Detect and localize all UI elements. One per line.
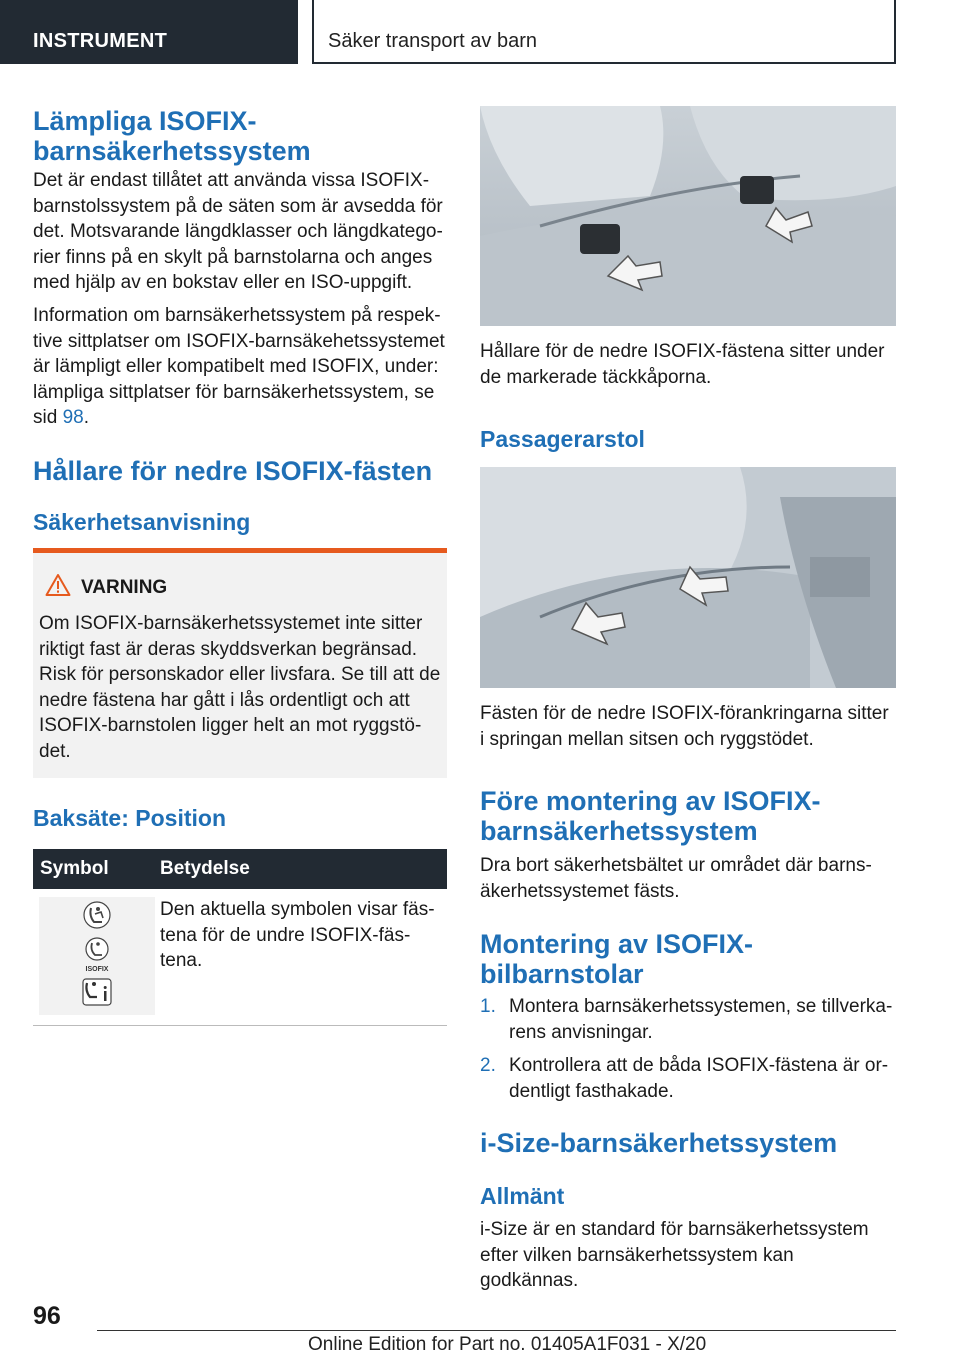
- isofix-label: ISOFIX: [85, 966, 109, 973]
- footer-edition: Online Edition for Part no. 01405A1F031 - X/20: [308, 1334, 707, 1355]
- rear-seat-isofix-photo: [480, 106, 896, 326]
- warning-triangle-icon: [45, 573, 71, 597]
- page-number: 96: [33, 1302, 61, 1330]
- paragraph-end-dot: .: [83, 407, 89, 428]
- step-number: 1.: [480, 996, 496, 1017]
- paragraph-isofix-intro: Det är endast tillåtet att använda vissa ISOFIX-barnstolssystem på de säten som är avsedda för det. Motsvarande längdklasser och längdkatego-rier finns på en skylt på barnstolarna och anges med hjälp av en bokstav eller en ISO-uppgift.: [33, 170, 443, 293]
- warning-title: VARNING: [81, 577, 168, 598]
- isofix-symbols-icon: [39, 897, 155, 1015]
- paragraph-isofix-info-text: Information om barnsäkerhetssystem på respek-tive sittplatser om ISOFIX-barnsäkehetssystemet är lämpligt eller kompatibelt med ISOFIX, under: lämpliga sittplatser för barnsäkerhetssystem, se sid: [33, 305, 445, 428]
- heading-safety-note: Säkerhetsanvisning: [33, 509, 251, 535]
- symbol-table: [33, 849, 447, 1026]
- list-item: [480, 1053, 896, 1104]
- column-header-meaning: Betydelse: [160, 858, 250, 879]
- heading-general: Allmänt: [480, 1183, 565, 1209]
- heading-lower-anchors: Hållare för nedre ISOFIX-fästen: [33, 456, 433, 486]
- mounting-steps: [480, 994, 896, 1112]
- passenger-seat-photo: [480, 467, 896, 688]
- symbol-description: Den aktuella symbolen visar fäs-tena för de undre ISOFIX-fäs-tena.: [160, 899, 435, 971]
- step-text: Montera barnsäkerhetssystemen, se tillverka-rens anvisningar.: [509, 996, 893, 1043]
- symbol-table-header: [33, 849, 447, 889]
- section-label: INSTRUMENT: [0, 0, 298, 64]
- warning-box: [33, 548, 447, 778]
- chapter-title: Säker transport av barn: [312, 0, 896, 64]
- passenger-seat-image: [480, 467, 896, 688]
- rear-seat-image: [480, 106, 896, 326]
- heading-isize: i-Size-barnsäkerhetssystem: [480, 1128, 838, 1158]
- page-link-98[interactable]: 98: [62, 407, 84, 428]
- step-text: Kontrollera att de båda ISOFIX-fästena är or-dentligt fasthakade.: [509, 1055, 889, 1102]
- table-row: [33, 889, 447, 1026]
- heading-before-mounting: Före montering av ISOFIX-barnsäkerhetssystem: [480, 786, 821, 846]
- heading-rear-seat-position: Baksäte: Position: [33, 805, 226, 831]
- heading-passenger-seat: Passagerarstol: [480, 426, 645, 452]
- footer-divider: [97, 1330, 896, 1331]
- caption-rear-seat: Hållare för de nedre ISOFIX-fästena sitter under de markerade täckkåporna.: [480, 341, 885, 388]
- column-header-symbol: Symbol: [40, 858, 109, 879]
- paragraph-isofix-info: [33, 303, 447, 431]
- heading-mounting: Montering av ISOFIX-bilbarnstolar: [480, 929, 754, 989]
- caption-passenger-seat: Fästen för de nedre ISOFIX-förankringarna sitter i springan mellan sitsen och ryggstödet.: [480, 703, 889, 750]
- step-number: 2.: [480, 1055, 496, 1076]
- symbol-cell: [39, 897, 155, 1015]
- warning-text: Om ISOFIX-barnsäkerhetssystemet inte sitter riktigt fast är deras skyddsverkan begränsad. Risk för personskador eller livsfara. Se till att de nedre fästena har gått i lås ordentligt och att ISOFIX-barnstolen ligger helt an mot ryggstö-det.: [39, 613, 441, 762]
- heading-isofix-systems: Lämpliga ISOFIX-barnsäkerhetssystem: [33, 106, 311, 166]
- paragraph-before-mounting: Dra bort säkerhetsbältet ur området där barns-äkerhetssystemet fästs.: [480, 855, 872, 902]
- page-header: [0, 0, 960, 66]
- paragraph-isize: i-Size är en standard för barnsäkerhetssystem efter vilken barnsäkerhetssystem kan godkännas.: [480, 1219, 869, 1291]
- list-item: [480, 994, 896, 1045]
